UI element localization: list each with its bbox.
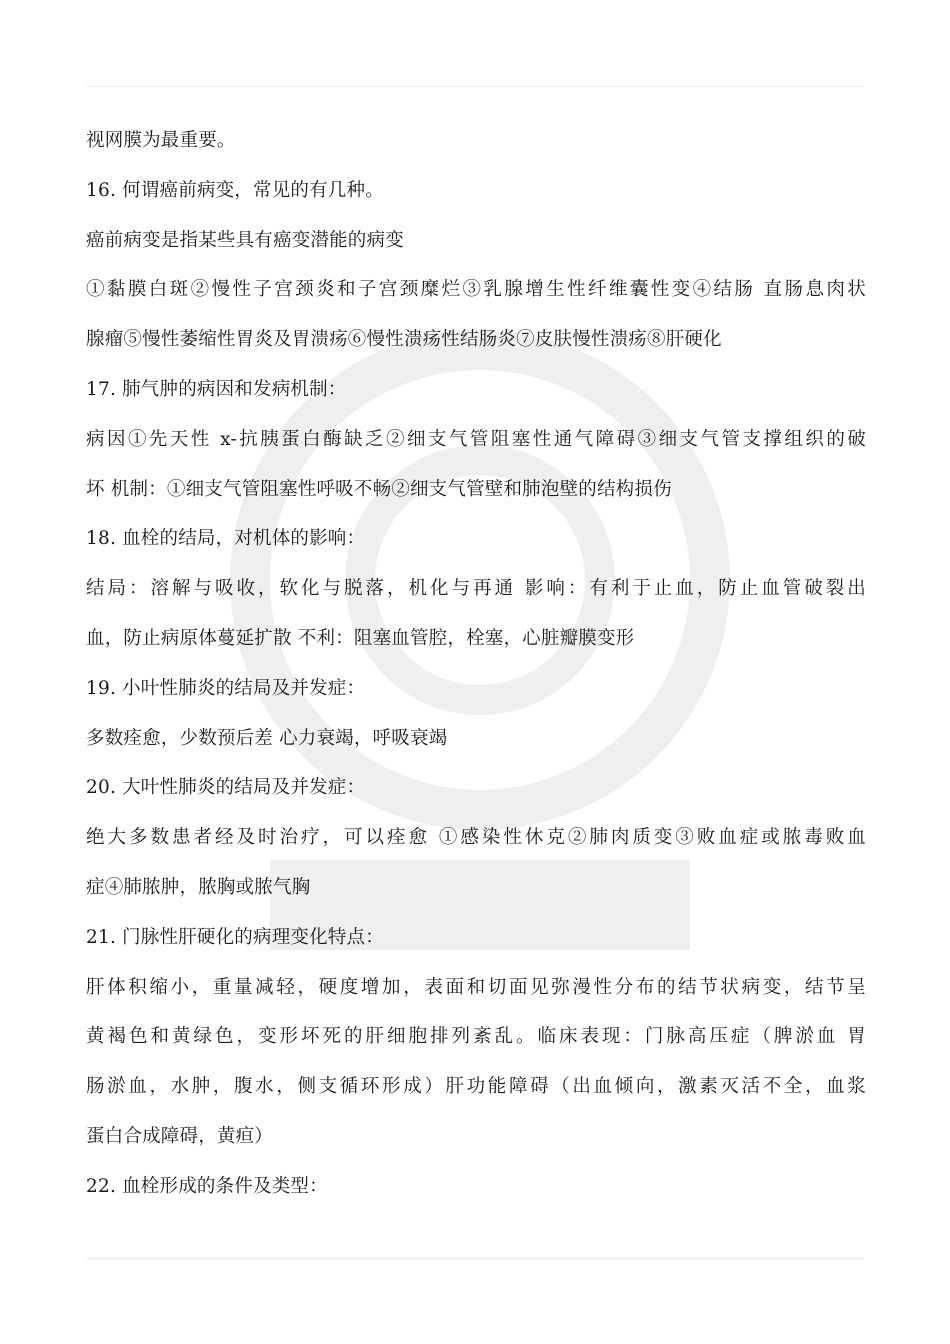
- text-line: 黄褐色和黄绿色，变形坏死的肝细胞排列紊乱。临床表现：门脉高压症（脾淤血 胃: [86, 1026, 866, 1048]
- question-heading: 20. 大叶性肺炎的结局及并发症：: [86, 777, 366, 799]
- text-line: 癌前病变是指某些具有癌变潜能的病变: [86, 229, 404, 251]
- text-line: 多数痊愈，少数预后差 心力衰竭，呼吸衰竭: [86, 727, 448, 749]
- text-line: 绝大多数患者经及时治疗，可以痊愈 ①感染性休克②肺肉质变③败血症或脓毒败血: [86, 827, 866, 849]
- text-line: 腺瘤⑤慢性萎缩性胃炎及胃溃疡⑥慢性溃疡性结肠炎⑦皮肤慢性溃疡⑧肝硬化: [86, 329, 722, 351]
- document-body: [86, 116, 866, 1212]
- text-line: 蛋白合成障碍，黄疸）: [86, 1125, 274, 1147]
- text-line: 肝体积缩小，重量减轻，硬度增加，表面和切面见弥漫性分布的结节状病变，结节呈: [86, 976, 866, 998]
- text-line: 坏 机制：①细支气管阻塞性呼吸不畅②细支气管壁和肺泡壁的结构损伤: [86, 478, 672, 500]
- text-line: 结局：溶解与吸收，软化与脱落，机化与再通 影响：有利于止血，防止血管破裂出: [86, 578, 866, 600]
- text-line: 病因①先天性 x-抗胰蛋白酶缺乏②细支气管阻塞性通气障碍③细支气管支撑组织的破: [86, 428, 866, 450]
- question-heading: 22. 血栓形成的条件及类型：: [86, 1175, 328, 1197]
- footer-rule: [86, 1258, 864, 1259]
- text-line: 肠淤血，水肿，腹水，侧支循环形成）肝功能障碍（出血倾向，激素灭活不全，血浆: [86, 1076, 866, 1098]
- question-heading: 18. 血栓的结局，对机体的影响：: [86, 528, 366, 550]
- text-line: 症④肺脓肿，脓胸或脓气胸: [86, 876, 311, 898]
- text-line: ①黏膜白斑②慢性子宫颈炎和子宫颈糜烂③乳腺增生性纤维囊性变④结肠 直肠息肉状: [86, 279, 866, 301]
- question-heading: 19. 小叶性肺炎的结局及并发症：: [86, 677, 366, 699]
- question-heading: 21. 门脉性肝硬化的病理变化特点：: [86, 926, 384, 948]
- header-rule: [86, 86, 864, 87]
- question-heading: 17. 肺气肿的病因和发病机制：: [86, 378, 347, 400]
- question-heading: 16. 何谓癌前病变，常见的有几种。: [86, 179, 384, 201]
- text-line: 视网膜为最重要。: [86, 130, 236, 151]
- text-line: 血，防止病原体蔓延扩散 不利：阻塞血管腔，栓塞，心脏瓣膜变形: [86, 627, 635, 649]
